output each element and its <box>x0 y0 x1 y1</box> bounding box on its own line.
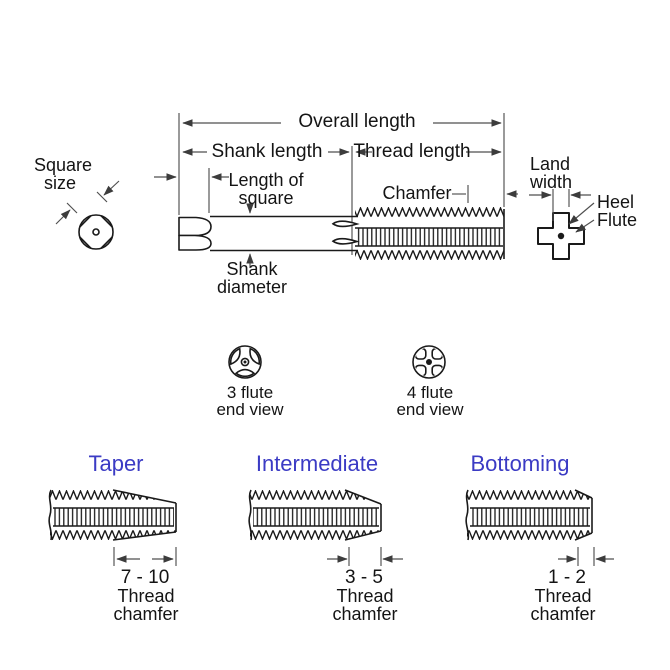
shank-diameter-label-line1: Shank <box>226 259 278 279</box>
three-flute-label-line2: end view <box>216 400 284 419</box>
center-hole-icon <box>93 229 99 235</box>
bottoming-tap-drawing <box>466 490 614 566</box>
four-flute-label-line1: 4 flute <box>406 383 454 402</box>
taper-tap-drawing <box>49 490 176 566</box>
square-size-label-line2: size <box>43 173 77 193</box>
land-width-label-line2: width <box>529 172 573 192</box>
three-flute-end-view <box>228 346 262 378</box>
intermediate-chamfer-dimension <box>327 547 403 566</box>
four-flute-label-line2: end view <box>396 400 464 419</box>
bottoming-thread-chamfer-line2: chamfer <box>530 604 596 624</box>
heel-label: Heel <box>597 192 635 212</box>
four-flute-end-view <box>413 346 445 378</box>
intermediate-tap-drawing <box>249 490 403 566</box>
bottoming-chamfer-range: 1 - 2 <box>547 567 587 588</box>
intermediate-chamfer-range: 3 - 5 <box>344 567 384 588</box>
intermediate-heading: Intermediate <box>255 451 379 476</box>
taper-chamfer-range: 7 - 10 <box>120 567 170 588</box>
shank-diameter-label-line2: diameter <box>216 277 288 297</box>
bottoming-chamfer-dimension <box>558 547 614 566</box>
flute-label: Flute <box>597 210 638 230</box>
shank-length-label: Shank length <box>211 141 323 162</box>
tap-square-side-view <box>179 218 211 251</box>
center-hole-icon <box>558 233 564 239</box>
tap-side-view <box>154 113 518 268</box>
thread-length-label: Thread length <box>353 141 471 162</box>
taper-thread-chamfer-line1: Thread <box>117 586 175 606</box>
square-size-label-line1: Square <box>33 155 93 175</box>
three-flute-label-line1: 3 flute <box>226 383 274 402</box>
four-flute-cross-end-view <box>529 189 594 259</box>
flute-runout-shapes <box>333 221 357 244</box>
chamfer-label: Chamfer <box>382 183 452 203</box>
bottoming-thread-chamfer-line1: Thread <box>534 586 592 606</box>
taper-heading: Taper <box>88 451 144 476</box>
length-of-square-label-line2: square <box>238 188 294 208</box>
land-width-label-line1: Land <box>529 154 571 174</box>
overall-length-label: Overall length <box>298 111 416 132</box>
bottoming-heading: Bottoming <box>470 451 570 476</box>
taper-thread-chamfer-line2: chamfer <box>113 604 179 624</box>
intermediate-thread-chamfer-line1: Thread <box>336 586 394 606</box>
taper-chamfer-dimension <box>114 547 176 566</box>
tap-threaded-section <box>355 207 504 260</box>
land-width-dimension <box>529 189 591 221</box>
intermediate-thread-chamfer-line2: chamfer <box>332 604 398 624</box>
length-of-square-label-line1: Length of <box>228 170 304 190</box>
